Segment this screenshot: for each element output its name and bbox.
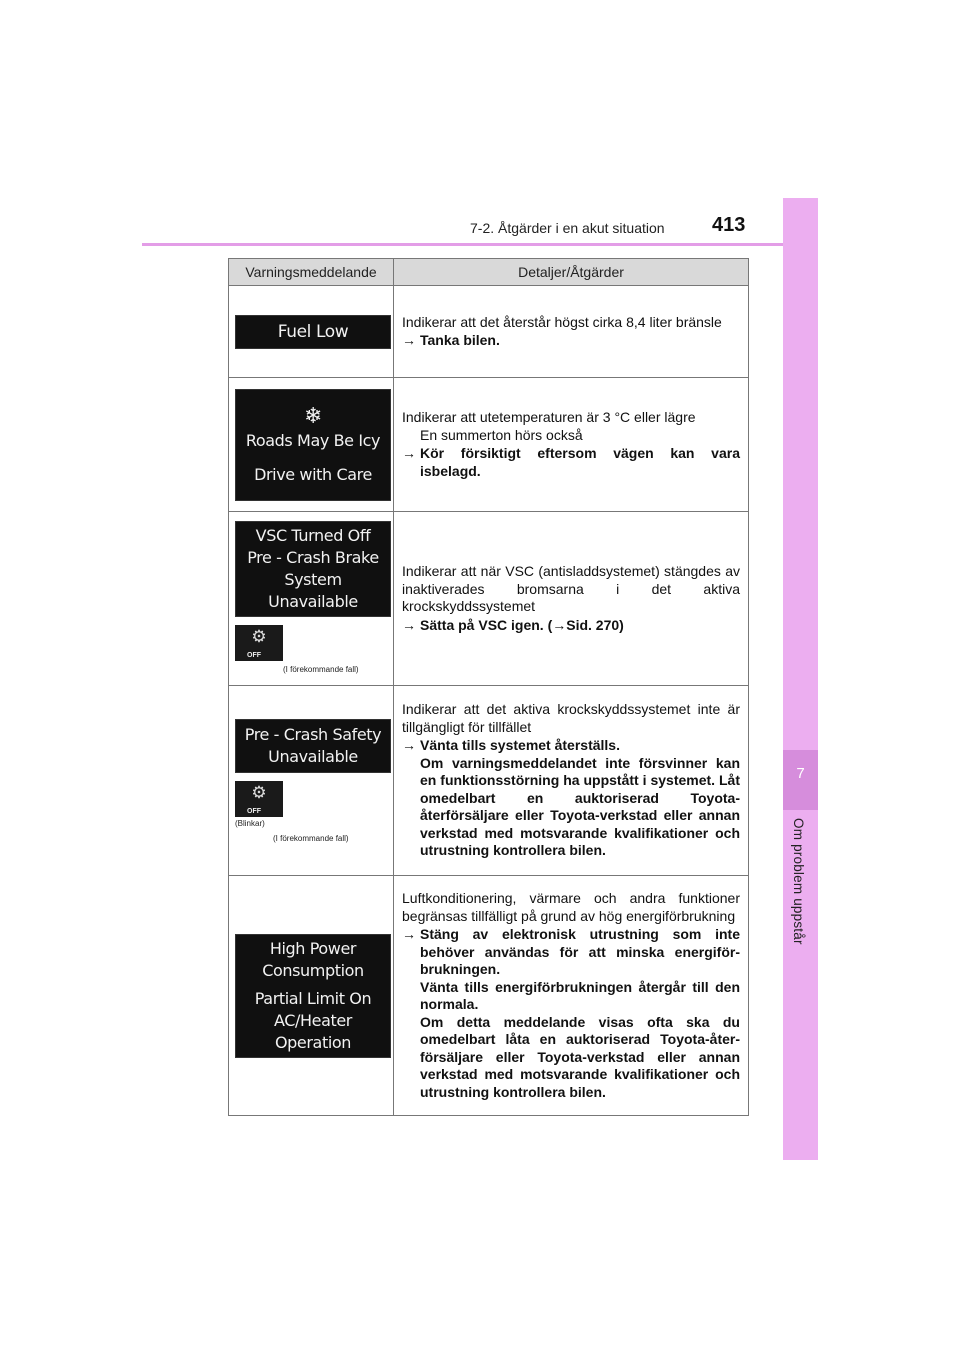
action-followup: Om detta meddelande visas ofta ska du omedelbart låta en auktoriserad Toyota-åter-försäljare eller Toyota-verkstad eller annan verkstad med motsvarande kvalifikationer och utrustning kontrollera bilen. bbox=[420, 1013, 740, 1100]
action-item bbox=[402, 617, 740, 635]
warning-message-table bbox=[228, 258, 749, 1116]
display-text: Pre - Crash Brake bbox=[247, 548, 379, 567]
display-text: Consumption bbox=[262, 960, 364, 980]
display-text: Operation bbox=[274, 1032, 352, 1052]
display-text: Pre - Crash Safety bbox=[244, 724, 382, 744]
message-image-cell bbox=[229, 686, 394, 876]
table-header-row bbox=[229, 259, 749, 286]
pcs-car-icon: ⚙ bbox=[251, 627, 267, 646]
display-text: VSC Turned Off bbox=[255, 526, 371, 545]
arrow-icon: → bbox=[402, 616, 416, 633]
pcs-off-indicator-icon bbox=[235, 781, 283, 817]
caption: (I förekommande fall) bbox=[273, 833, 349, 843]
arrow-icon: → bbox=[402, 737, 416, 754]
action-item bbox=[402, 926, 740, 979]
display-text: Unavailable bbox=[268, 592, 358, 611]
pcs-off-indicator-icon bbox=[235, 625, 283, 661]
action-followup: Vänta tills energiförbrukningen återgår till den normala. bbox=[420, 978, 740, 1012]
pcs-unavailable-display bbox=[235, 719, 391, 773]
display-text: Unavailable bbox=[268, 746, 358, 766]
fuel-low-display bbox=[235, 315, 391, 349]
action-followup: Om varningsmeddelandet inte försvinner kan en funktionsstörning ha uppstått i systemet. Låt omedelbart en auktoriserad Toyota-återförsäljare eller Toyota-verkstad eller annan verkstad med motsvarande kvalifikationer och utrustning kontrollera bilen. bbox=[420, 754, 740, 859]
display-text: Roads May Be Icy bbox=[245, 430, 381, 450]
display-text: Partial Limit On bbox=[254, 988, 372, 1008]
high-power-display bbox=[235, 934, 391, 1058]
page-number: 413 bbox=[712, 214, 746, 236]
icy-road-display bbox=[235, 389, 391, 501]
description: Indikerar att när VSC (antisladdsystemet) stängdes av inaktiverades bromsarna i det aktiva krockskyddssystemet bbox=[402, 563, 740, 614]
details-cell bbox=[394, 378, 749, 512]
column-header-message: Varningsmeddelande bbox=[229, 259, 394, 286]
pcs-car-icon: ⚙ bbox=[251, 782, 267, 802]
arrow-icon: → bbox=[402, 332, 416, 348]
table-row bbox=[229, 512, 749, 686]
display-text: Fuel Low bbox=[277, 321, 349, 342]
display-text: AC/Heater bbox=[273, 1010, 352, 1030]
display-text: High Power bbox=[269, 938, 357, 958]
off-label: OFF bbox=[247, 652, 261, 659]
message-image-cell bbox=[229, 286, 394, 378]
action-item bbox=[402, 737, 740, 755]
caption: (I förekommande fall) bbox=[283, 665, 359, 674]
column-header-details: Detaljer/Åtgärder bbox=[394, 259, 749, 286]
action-text: Sätta på VSC igen. (→Sid. 270) bbox=[420, 616, 624, 633]
message-image-cell bbox=[229, 512, 394, 686]
section-title: 7-2. Åtgärder i en akut situation bbox=[470, 220, 665, 236]
display-text: System bbox=[284, 570, 342, 589]
action-text: Vänta tills systemet återställs. bbox=[420, 737, 620, 754]
header-rule bbox=[142, 243, 818, 246]
table-row bbox=[229, 686, 749, 876]
message-image-cell bbox=[229, 876, 394, 1116]
details-cell bbox=[394, 512, 749, 686]
chapter-label: Om problem uppstår bbox=[791, 818, 806, 945]
note: En summerton hörs också bbox=[420, 426, 583, 443]
display-text: Drive with Care bbox=[254, 464, 372, 484]
description: Luftkonditionering, värmare och andra funktioner begränsas tillfälligt på grund av hög energiförbrukning bbox=[402, 890, 740, 924]
action-text: Stäng av elektronisk utrustning som inte behöver användas för att minska energiför-brukningen. bbox=[420, 926, 740, 977]
table-row bbox=[229, 378, 749, 512]
action-text: Tanka bilen. bbox=[420, 332, 500, 348]
description: Indikerar att utetemperaturen är 3 °C eller lägre bbox=[402, 409, 696, 425]
action-text: Kör försiktigt eftersom vägen kan vara isbelagd. bbox=[420, 445, 740, 479]
details-cell bbox=[394, 686, 749, 876]
message-image-cell bbox=[229, 378, 394, 512]
description: Indikerar att det aktiva krockskyddssystemet inte är tillgängligt för tillfället bbox=[402, 701, 740, 735]
vsc-off-display bbox=[235, 521, 391, 617]
table-row bbox=[229, 876, 749, 1116]
off-label: OFF bbox=[247, 807, 261, 815]
chapter-number: 7 bbox=[796, 765, 805, 782]
action-item bbox=[402, 332, 740, 350]
snowflake-road-icon: ❄ bbox=[303, 403, 323, 429]
chapter-side-tab bbox=[783, 198, 818, 1160]
arrow-icon: → bbox=[402, 926, 416, 942]
details-cell bbox=[394, 876, 749, 1116]
description: Indikerar att det återstår högst cirka 8,4 liter bränsle bbox=[402, 313, 722, 330]
table-row bbox=[229, 286, 749, 378]
arrow-icon: → bbox=[402, 445, 416, 461]
details-cell bbox=[394, 286, 749, 378]
action-item bbox=[402, 445, 740, 480]
blink-caption: (Blinkar) bbox=[235, 818, 265, 828]
